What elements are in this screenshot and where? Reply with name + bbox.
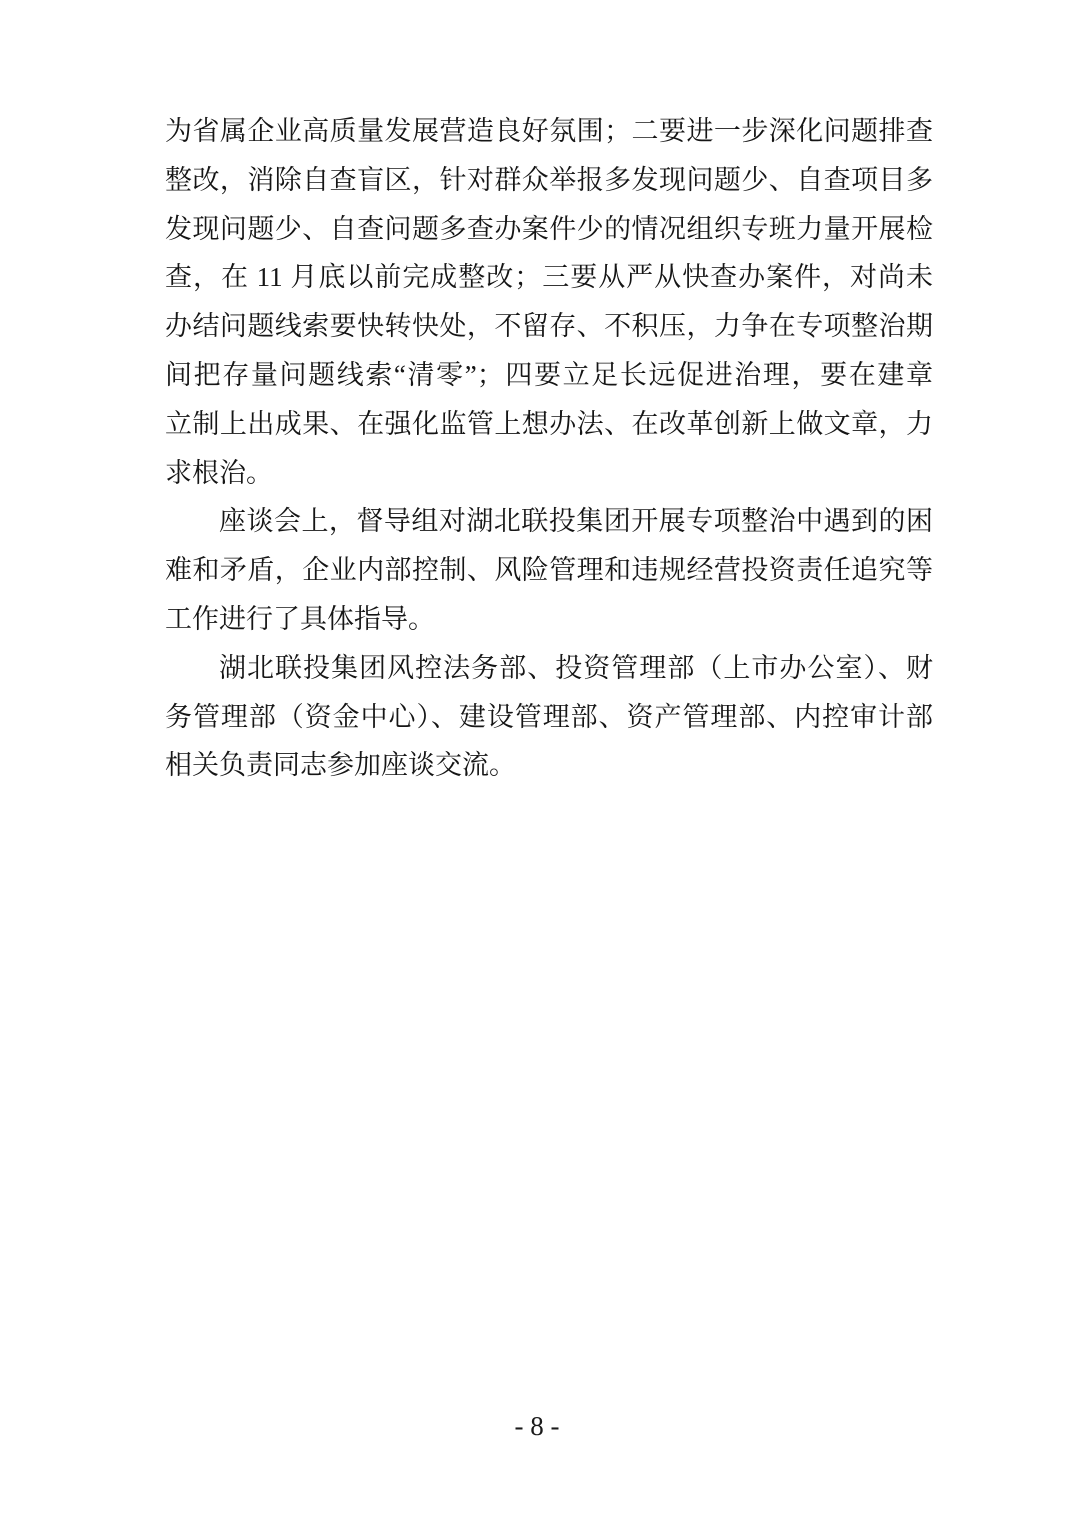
text-line: 整改，消除自查盲区，针对群众举报多发现问题少、自查项目多 bbox=[165, 164, 933, 195]
text-line: 办结问题线索要快转快处，不留存、不积压，力争在专项整治期 bbox=[165, 311, 933, 342]
paragraph bbox=[165, 107, 933, 497]
paragraph bbox=[165, 644, 933, 790]
text-line: 工作进行了具体指导。 bbox=[165, 603, 435, 634]
text-line: 为省属企业高质量发展营造良好氛围；二要进一步深化问题排查 bbox=[165, 116, 933, 146]
text-line: 间把存量问题线索“清零”；四要立足长远促进治理，要在建章 bbox=[165, 359, 933, 390]
page-number: - 8 - bbox=[514, 1411, 560, 1441]
text-line: 座谈会上，督导组对湖北联投集团开展专项整治中遇到的困 bbox=[219, 506, 933, 537]
text-line: 求根治。 bbox=[165, 457, 273, 488]
paragraph bbox=[165, 497, 933, 643]
text-line: 相关负责同志参加座谈交流。 bbox=[165, 750, 516, 781]
text-line: 湖北联投集团风控法务部、投资管理部（上市办公室）、财 bbox=[219, 652, 933, 683]
document-body bbox=[165, 107, 933, 790]
text-line: 发现问题少、自查问题多查办案件少的情况组织专班力量开展检 bbox=[165, 213, 933, 244]
text-line: 立制上出成果、在强化监管上想办法、在改革创新上做文章，力 bbox=[165, 408, 933, 439]
text-line: 查，在 11 月底以前完成整改；三要从严从快查办案件，对尚未 bbox=[165, 262, 933, 293]
text-line: 难和矛盾，企业内部控制、风险管理和违规经营投资责任追究等 bbox=[165, 555, 933, 586]
text-line: 务管理部（资金中心）、建设管理部、资产管理部、内控审计部 bbox=[165, 701, 933, 732]
